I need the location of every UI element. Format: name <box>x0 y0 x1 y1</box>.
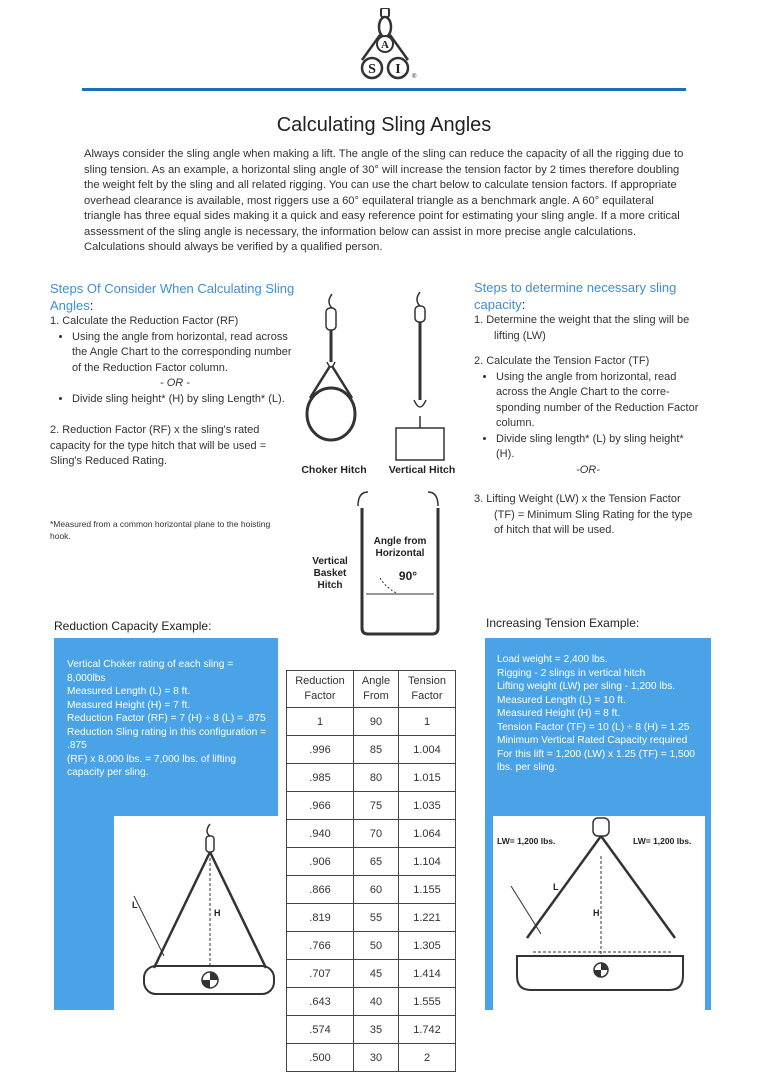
basket-label-2: Basket <box>313 568 347 579</box>
tension-factor-cell: 1.742 <box>399 1016 456 1044</box>
reduction-line: Measured Length (L) = 8 ft. <box>67 686 191 697</box>
reduction-diagram-l: L <box>132 900 138 910</box>
reduction-factor-cell: .766 <box>287 932 354 960</box>
reduction-line: (RF) x 8,000 lbs. = 7,000 lbs. of lifting capacity per sling. <box>67 753 237 778</box>
angle-chart-body <box>287 708 456 1072</box>
tension-example-box <box>485 638 711 1010</box>
reduction-diagram <box>114 816 278 1010</box>
left-step-1: 1. Calculate the Reduction Factor (RF) <box>50 315 239 327</box>
right-bullet-1: • Using the angle from horizontal, read across the Angle Chart to the corre-sponding number of the Reduction Factor column. <box>496 370 702 432</box>
left-steps <box>50 280 300 470</box>
reduction-example-title: Reduction Capacity Example: <box>54 619 212 633</box>
tension-line: Measured Length (L) = 10 ft. <box>497 694 626 706</box>
tension-line: Lifting weight (LW) per sling - 1,200 lbs. <box>497 681 676 692</box>
right-step-1: 1. Determine the weight that the sling will be lifting (LW) <box>474 314 690 342</box>
reduction-factor-cell: .906 <box>287 848 354 876</box>
angle-cell: 80 <box>354 764 399 792</box>
reduction-line: Reduction Sling rating in this configuration = .875 <box>67 726 267 751</box>
left-step-1-bullets <box>50 330 300 377</box>
header-angle-from: Angle From <box>354 671 399 708</box>
left-bullet-1: • Using the angle from horizontal, read across the Angle Chart to the corresponding number of the Reduction Factor column. <box>72 330 300 377</box>
header-divider <box>82 88 686 91</box>
table-row <box>287 876 456 904</box>
right-step-2: 2. Calculate the Tension Factor (TF) <box>474 355 650 367</box>
tension-line: Tension Factor (TF) = 10 (L) ÷ 8 (H) = 1.25 <box>497 721 690 733</box>
reduction-factor-cell: .866 <box>287 876 354 904</box>
tension-diagram-lw-right: LW= 1,200 lbs. <box>633 836 692 846</box>
right-or: -OR- <box>576 463 600 476</box>
reduction-factor-cell: .966 <box>287 792 354 820</box>
right-step-3: 3. Lifting Weight (LW) x the Tension Factor (TF) = Minimum Sling Rating for the type of hitch that will be used. <box>474 493 693 536</box>
vertical-hitch-figure <box>396 292 444 460</box>
vertical-hitch-label: Vertical Hitch <box>388 464 456 476</box>
table-row <box>287 792 456 820</box>
reduction-line: Vertical Choker rating of each sling = 8,000lbs <box>67 659 234 684</box>
right-heading-text: Steps to determine necessary sling capacity <box>474 280 677 312</box>
table-row <box>287 988 456 1016</box>
asi-logo <box>352 8 418 82</box>
reduction-factor-cell: .940 <box>287 820 354 848</box>
angle-cell: 55 <box>354 904 399 932</box>
right-steps <box>474 279 702 539</box>
logo-letter-s: S <box>368 62 376 77</box>
basket-label-1: Vertical <box>312 556 348 567</box>
reduction-example-text <box>67 658 267 780</box>
registered-mark: ® <box>412 74 417 80</box>
table-row <box>287 848 456 876</box>
choker-hitch-label: Choker Hitch <box>301 464 367 476</box>
angle-cell: 85 <box>354 736 399 764</box>
header-tension-factor: Tension Factor <box>399 671 456 708</box>
tension-factor-cell: 1.035 <box>399 792 456 820</box>
reduction-factor-cell: .707 <box>287 960 354 988</box>
tension-line: Load weight = 2,400 lbs. <box>497 654 608 665</box>
table-row <box>287 820 456 848</box>
reduction-factor-cell: .819 <box>287 904 354 932</box>
reduction-factor-cell: 1 <box>287 708 354 736</box>
table-row <box>287 708 456 736</box>
left-step-2: 2. Reduction Factor (RF) x the sling's rated capacity for the type hitch that will be used = Sling's Reduced Rating. <box>50 424 267 467</box>
basket-hitch-figure <box>358 492 438 634</box>
tension-diagram-lw-left: LW= 1,200 lbs. <box>497 836 556 846</box>
left-heading-text: Steps Of Consider When Calculating Sling Angles <box>50 281 295 313</box>
right-steps-heading <box>474 279 702 313</box>
tension-example-text <box>497 653 707 775</box>
tension-factor-cell: 1 <box>399 708 456 736</box>
tension-diagram-h: H <box>593 908 600 918</box>
angle-cell: 75 <box>354 792 399 820</box>
angle-cell: 90 <box>354 708 399 736</box>
table-row <box>287 736 456 764</box>
reduction-factor-cell: .574 <box>287 1016 354 1044</box>
tension-line: Rigging - 2 slings in vertical hitch <box>497 667 646 679</box>
reduction-factor-cell: .500 <box>287 1044 354 1072</box>
hitch-diagrams <box>296 288 476 636</box>
page-title: Calculating Sling Angles <box>276 114 492 136</box>
reduction-diagram-h: H <box>214 908 221 918</box>
table-row <box>287 960 456 988</box>
angle-cell: 50 <box>354 932 399 960</box>
left-steps-heading <box>50 280 300 314</box>
right-heading-colon: : <box>521 297 526 312</box>
angle-cell: 35 <box>354 1016 399 1044</box>
left-bullet-2: • Divide sling height* (H) by sling Length* (L). <box>72 392 300 408</box>
tension-factor-cell: 1.104 <box>399 848 456 876</box>
angle-cell: 65 <box>354 848 399 876</box>
logo-letter-i: I <box>395 62 401 77</box>
reduction-example-box <box>54 638 278 1010</box>
tension-diagram-l: L <box>553 882 559 892</box>
table-header-row <box>287 671 456 708</box>
basket-label-3: Hitch <box>317 580 343 591</box>
tension-factor-cell: 1.004 <box>399 736 456 764</box>
tension-factor-cell: 1.221 <box>399 904 456 932</box>
tension-line: Minimum Vertical Rated Capacity required <box>497 735 688 746</box>
choker-hitch-figure <box>307 294 355 440</box>
reduction-line: Reduction Factor (RF) = 7 (H) ÷ 8 (L) = .875 <box>67 713 266 724</box>
tension-factor-cell: 1.305 <box>399 932 456 960</box>
table-row <box>287 904 456 932</box>
left-heading-colon: : <box>89 298 94 313</box>
tension-line: For this lift = 1,200 (LW) x 1.25 (TF) = 1,500 lbs. per sling. <box>497 748 695 773</box>
tension-line: Measured Height (H) = 8 ft. <box>497 708 621 719</box>
tension-example-title: Increasing Tension Example: <box>486 616 640 630</box>
tension-diagram <box>493 816 705 1010</box>
intro-paragraph: Always consider the sling angle when making a lift. The angle of the sling can reduce the capacity of all the rigging due to sling tension. As an example, a horizontal sling angle of 30° will increase the tension factor by 2 times therefore doubling the weight felt by the sling and all related rigging. You can use the chart below to calculate tension factors. If appropriate overhead clearance is available, most riggers use a 60° equilateral triangle as a benchmark angle. A 60° equilateral triangle has three equal sides making it a quick and easy reference point for estimating your sling angle. If a more critical assessment of the sling angle is necessary, the information below can assist in more precise angle calculations. Calculations should always be verified by a qualified person. <box>84 148 684 253</box>
table-row <box>287 1044 456 1072</box>
logo-letter-a: A <box>381 39 389 51</box>
angle-value: 90° <box>398 569 418 583</box>
reduction-factor-cell: .985 <box>287 764 354 792</box>
angle-cell: 40 <box>354 988 399 1016</box>
angle-label-2: Horizontal <box>375 548 425 559</box>
tension-factor-cell: 1.064 <box>399 820 456 848</box>
angle-cell: 30 <box>354 1044 399 1072</box>
footnote: *Measured from a common horizontal plane to the hoisting hook. <box>50 519 271 541</box>
angle-cell: 45 <box>354 960 399 988</box>
angle-label-1: Angle from <box>373 536 427 547</box>
reduction-line: Measured Height (H) = 7 ft. <box>67 699 191 711</box>
reduction-factor-cell: .996 <box>287 736 354 764</box>
angle-chart-table <box>286 670 456 1072</box>
table-row <box>287 1016 456 1044</box>
tension-factor-cell: 1.015 <box>399 764 456 792</box>
tension-factor-cell: 1.414 <box>399 960 456 988</box>
left-or: - OR - <box>160 377 190 389</box>
reduction-factor-cell: .643 <box>287 988 354 1016</box>
table-row <box>287 764 456 792</box>
table-row <box>287 932 456 960</box>
right-bullet-2: • Divide sling length* (L) by sling height* (H). <box>496 432 702 463</box>
angle-cell: 60 <box>354 876 399 904</box>
angle-chart <box>286 670 456 1072</box>
right-step-2-bullets <box>474 370 702 463</box>
header-reduction-factor: Reduction Factor <box>287 671 354 708</box>
left-step-1-bullets-2 <box>50 392 300 408</box>
tension-factor-cell: 1.155 <box>399 876 456 904</box>
angle-cell: 70 <box>354 820 399 848</box>
tension-factor-cell: 2 <box>399 1044 456 1072</box>
tension-factor-cell: 1.555 <box>399 988 456 1016</box>
